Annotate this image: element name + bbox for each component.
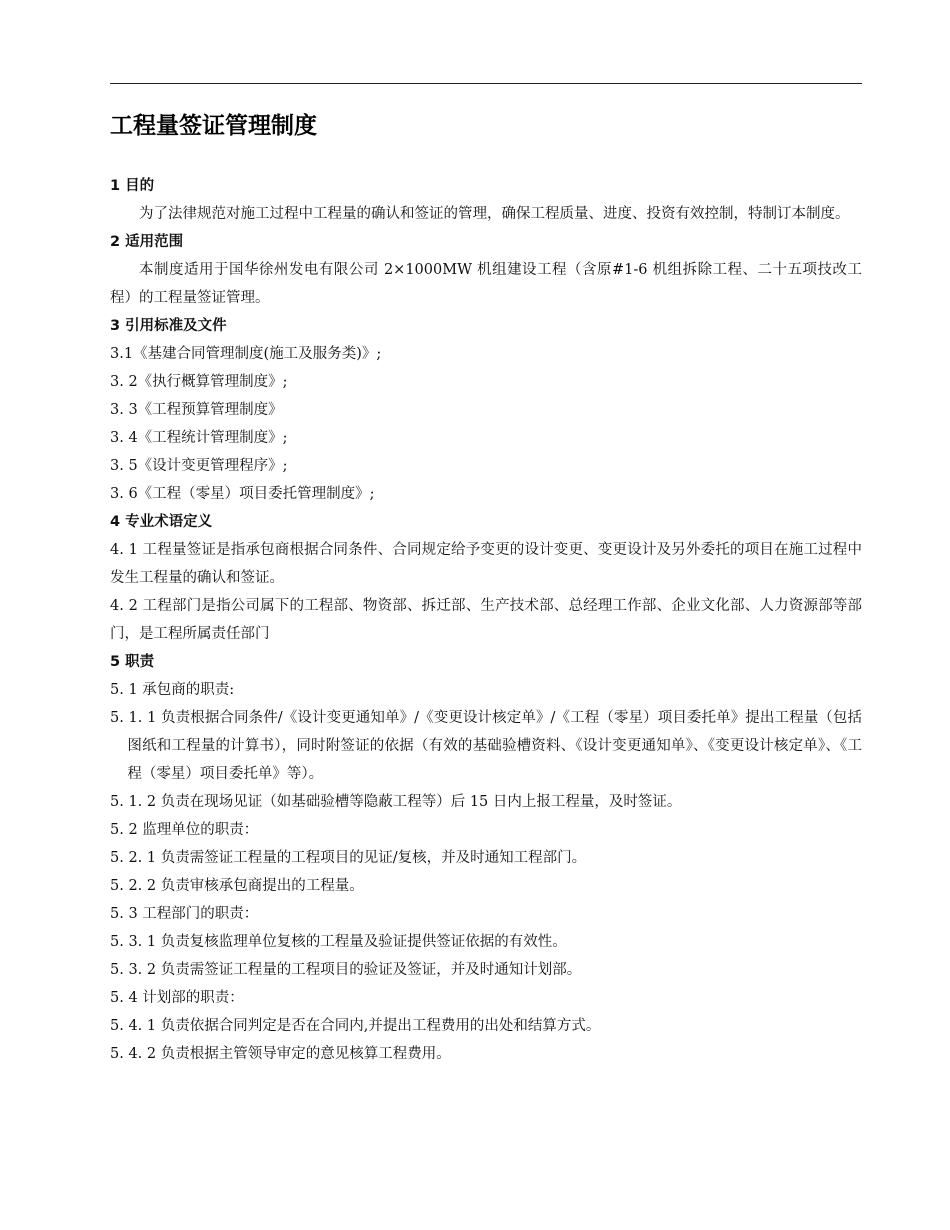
section-heading: 5 职责: [110, 654, 155, 670]
list-item: 5. 1. 2 负责在现场见证（如基础验槽等隐蔽工程等）后 15 日内上报工程量，及时签证。: [110, 794, 682, 810]
list-item: 5. 2. 1 负责需签证工程量的工程项目的见证/复核，并及时通知工程部门。: [110, 850, 587, 866]
section-heading: 3 引用标准及文件: [110, 318, 227, 334]
list-item: 5. 4 计划部的职责：: [110, 990, 244, 1006]
list-item: 5. 1 承包商的职责:: [110, 682, 235, 698]
header-rule: [110, 83, 862, 84]
list-item: 5. 2 监理单位的职责：: [110, 822, 259, 838]
section-heading: 1 目的: [110, 178, 155, 194]
document-body: [110, 172, 862, 1068]
list-item: 3. 6《工程（零星）项目委托管理制度》;: [110, 486, 375, 502]
section-heading: 2 适用范围: [110, 234, 184, 250]
list-item: 3. 4《工程统计管理制度》;: [110, 430, 288, 446]
list-item: 5. 2. 2 负责审核承包商提出的工程量。: [110, 878, 364, 894]
list-item: 3. 3《工程预算管理制度》: [110, 402, 283, 418]
list-item: 5. 1. 1 负责根据合同条件/《设计变更通知单》/《变更设计核定单》/《工程（零星）项目委托单》提出工程量（包括图纸和工程量的计算书），同时附签证的依据（有效的基础验槽资料、《设计变更通知单》、《变更设计核定单》、《工程（零星）项目委托单》等）。: [110, 710, 862, 782]
list-item: 5. 4. 2 负责根据主管领导审定的意见核算工程费用。: [110, 1046, 451, 1062]
list-item: 4. 1 工程量签证是指承包商根据合同条件、合同规定给予变更的设计变更、变更设计及另外委托的项目在施工过程中发生工程量的确认和签证。: [110, 542, 862, 586]
paragraph: 为了法律规范对施工过程中工程量的确认和签证的管理，确保工程质量、进度、投资有效控制，特制订本制度。: [139, 206, 850, 222]
list-item: 5. 3. 2 负责需签证工程量的工程项目的验证及签证，并及时通知计划部。: [110, 962, 582, 978]
page-title: 工程量签证管理制度: [110, 113, 317, 139]
list-item: 5. 3. 1 负责复核监理单位复核的工程量及验证提供签证依据的有效性。: [110, 934, 567, 950]
list-item: 5. 3 工程部门的职责：: [110, 906, 259, 922]
list-item: 3.1《基建合同管理制度(施工及服务类)》;: [110, 346, 382, 362]
list-item: 4. 2 工程部门是指公司属下的工程部、物资部、拆迁部、生产技术部、总经理工作部、企业文化部、人力资源部等部门，是工程所属责任部门: [110, 598, 862, 642]
list-item: 5. 4. 1 负责依据合同判定是否在合同内,并提出工程费用的出处和结算方式。: [110, 1018, 601, 1034]
section-heading: 4 专业术语定义: [110, 514, 213, 530]
list-item: 3. 2《执行概算管理制度》;: [110, 374, 288, 390]
paragraph: 本制度适用于国华徐州发电有限公司 2×1000MW 机组建设工程（含原#1-6 机组拆除工程、二十五项技改工程）的工程量签证管理。: [110, 262, 862, 306]
list-item: 3. 5《设计变更管理程序》;: [110, 458, 288, 474]
